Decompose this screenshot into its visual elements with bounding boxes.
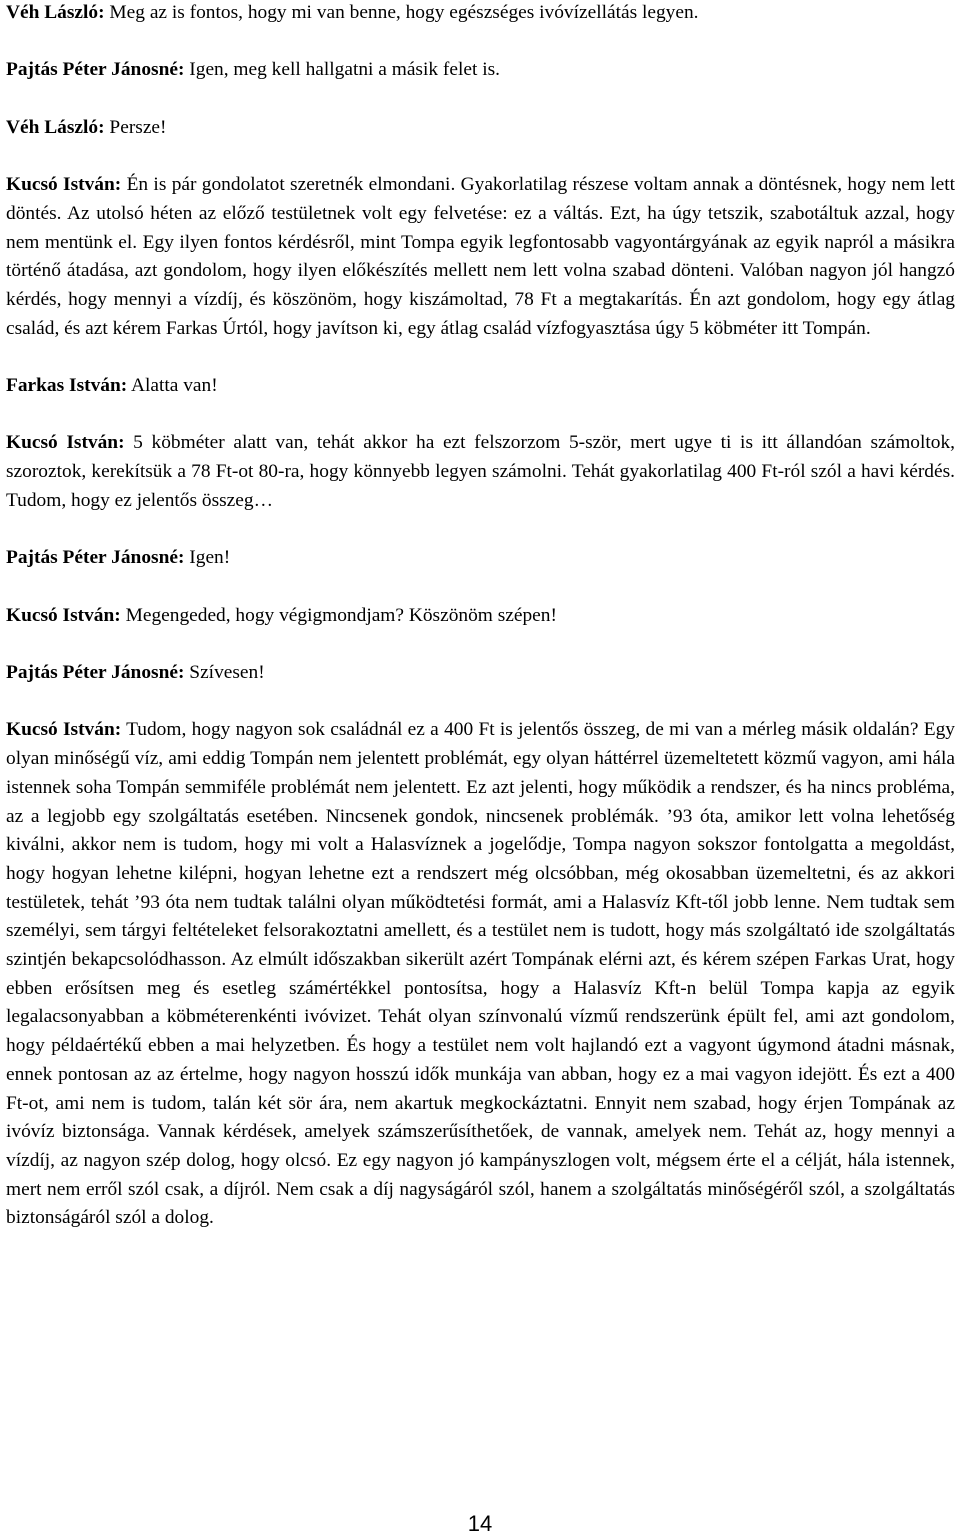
speaker-name: Véh László:: [6, 2, 105, 23]
paragraph-text: Igen, meg kell hallgatni a másik felet is.: [184, 59, 500, 81]
speaker-name: Véh László:: [6, 116, 105, 138]
paragraph-text: Szívesen!: [184, 662, 265, 684]
paragraph: [6, 429, 955, 515]
speaker-name: Kucsó István:: [6, 719, 122, 741]
paragraph-text: Megengeded, hogy végigmondjam? Köszönöm szépen!: [120, 604, 557, 626]
paragraph: [6, 716, 955, 1233]
speaker-name: Kucsó István:: [6, 174, 122, 196]
speaker-name: Pajtás Péter Jánosné:: [6, 662, 185, 684]
paragraph: [6, 114, 955, 143]
paragraph: [6, 372, 955, 401]
speaker-name: Kucsó István:: [6, 432, 125, 454]
paragraph-text: Igen!: [184, 547, 231, 569]
speaker-name: Pajtás Péter Jánosné:: [6, 59, 185, 81]
page-number: 14: [467, 1511, 493, 1536]
speaker-name: Pajtás Péter Jánosné:: [6, 547, 185, 569]
paragraph: [6, 602, 955, 631]
paragraph-text: Én is pár gondolatot szeretnék elmondani. Gyakorlatilag részese voltam annak a döntésnek, hogy nem lett döntés. Az utolsó héten az előző testületnek volt egy felvetése: ez a váltás. Ezt, ha úgy tetszik, szabotáltuk azzal, hogy nem mentünk el. Egy ilyen fontos kérdésről, mint Tompa egyik legfontosabb vagyontárgyának az egyik napról a másikra történő átadása, azt gondolom, hogy ilyen előkészítés mellett nem lett volna szabad dönteni. Valóban nagyon jól hangzó kérdés, hogy mennyi a vízdíj, és köszönöm, hogy kiszámoltad, 78 Ft a megtakarítás. Én azt gondolom, hogy egy átlag család, és azt kérem Farkas Úrtól, hogy javítson ki, egy átlag család vízfogyasztása úgy 5 köbméter itt Tompán.: [6, 174, 956, 339]
paragraph: [6, 544, 955, 573]
paragraph-text: Meg az is fontos, hogy mi van benne, hogy egészséges ivóvízellátás legyen.: [104, 2, 699, 23]
document-page: [6, 0, 955, 1537]
paragraph-text: Persze!: [104, 116, 167, 138]
paragraph: [6, 659, 955, 688]
paragraph: [6, 0, 955, 28]
paragraph-text: Alatta van!: [127, 375, 218, 397]
paragraph: [6, 56, 955, 85]
paragraph-text: 5 köbméter alatt van, tehát akkor ha ezt felszorzom 5-ször, mert ugye ti is itt állandóan számoltok, szoroztok, kerekítsük a 78 Ft-ot 80-ra, hogy könnyebb legyen számolni. Tehát gyakorlatilag 400 Ft-ról szól a havi kérdés. Tudom, hogy ez jelentős összeg…: [6, 432, 955, 511]
paragraph: [6, 171, 955, 343]
paragraph-text: Tudom, hogy nagyon sok családnál ez a 400 Ft is jelentős összeg, de mi van a mérleg másik oldalán? Egy olyan minőségű víz, ami eddig Tompán nem jelentett problémát, egy olyan háttérrel üzemeltetett közmű vagyon, ami hála istennek soha Tompán semmiféle problémát nem jelentett. Ez azt jelenti, hogy működik a rendszer, és ha nincs probléma, az a legjobb egy szolgáltatás esetében. Nincsenek gondok, nincsenek problémák. ’93 óta, amikor lett volna lehetőség kiválni, akkor nem is tudom, hogy mi volt a Halasvíznek a jogelődje, Tompa nagyon sokszor fontolgatta a megoldást, hogy hogyan lehetne kilépni, hogyan lehetne ezt a rendszert még olcsóbban, még okosabban üzemeltetni, és az akkori testületek, tehát ’93 óta nem tudtak találni olyan működtetési formát, ami a Halasvíz Kft-től jobb lenne. Nem tudtak sem személyi, sem tárgyi feltételeket felsorakoztatni amellett, és a testület nem is tudott, hogy más szolgáltató ide szolgáltatás szintjén bekapcsolódhasson. Az elmúlt időszakban sikerült azért Tompának elérni azt, és kérem szépen Farkas Urat, hogy ebben erősítsen meg és esetleg számértékkel pontosítsa, hogy a Halasvíz Kft-n belül Tompa kapja az egyik legalacsonyabban a köbméterenkénti ivóvizet. Tehát olyan színvonalú vízmű rendszerünk épült fel, ami azt gondolom, hogy példaértékű ebben a mai helyzetben. És hogy a testület nem volt hajlandó ezt a vagyont úgymond átadni másnak, ennek pontosan az az értelme, hogy nagyon hosszú idők munkája van abban, hogy ez a mai vagyon idejött. És ezt a 400 Ft-ot, ami nem is tudom, talán két sör ára, nem akartuk megkockáztatni. Ennyit nem szabad, hogy érjen Tompának az ivóvíz biztonsága. Vannak kérdések, amelyek számszerűsíthetőek, de vannak, amelyek nem. Tehát az, hogy mennyi a vízdíj, az nagyon szép dolog, hogy olcsó. Ez egy nagyon jó kampányszlogen volt, mégsem érte el a célját, hála istennek, mert nem erről szól csak, a díjról. Nem csak a díj nagyságáról szól, hanem a szolgáltatás minőségéről szól, a szolgáltatás biztonságáról szól a dolog.: [6, 719, 955, 1229]
speaker-name: Farkas István:: [6, 375, 128, 397]
speaker-name: Kucsó István:: [6, 604, 121, 626]
